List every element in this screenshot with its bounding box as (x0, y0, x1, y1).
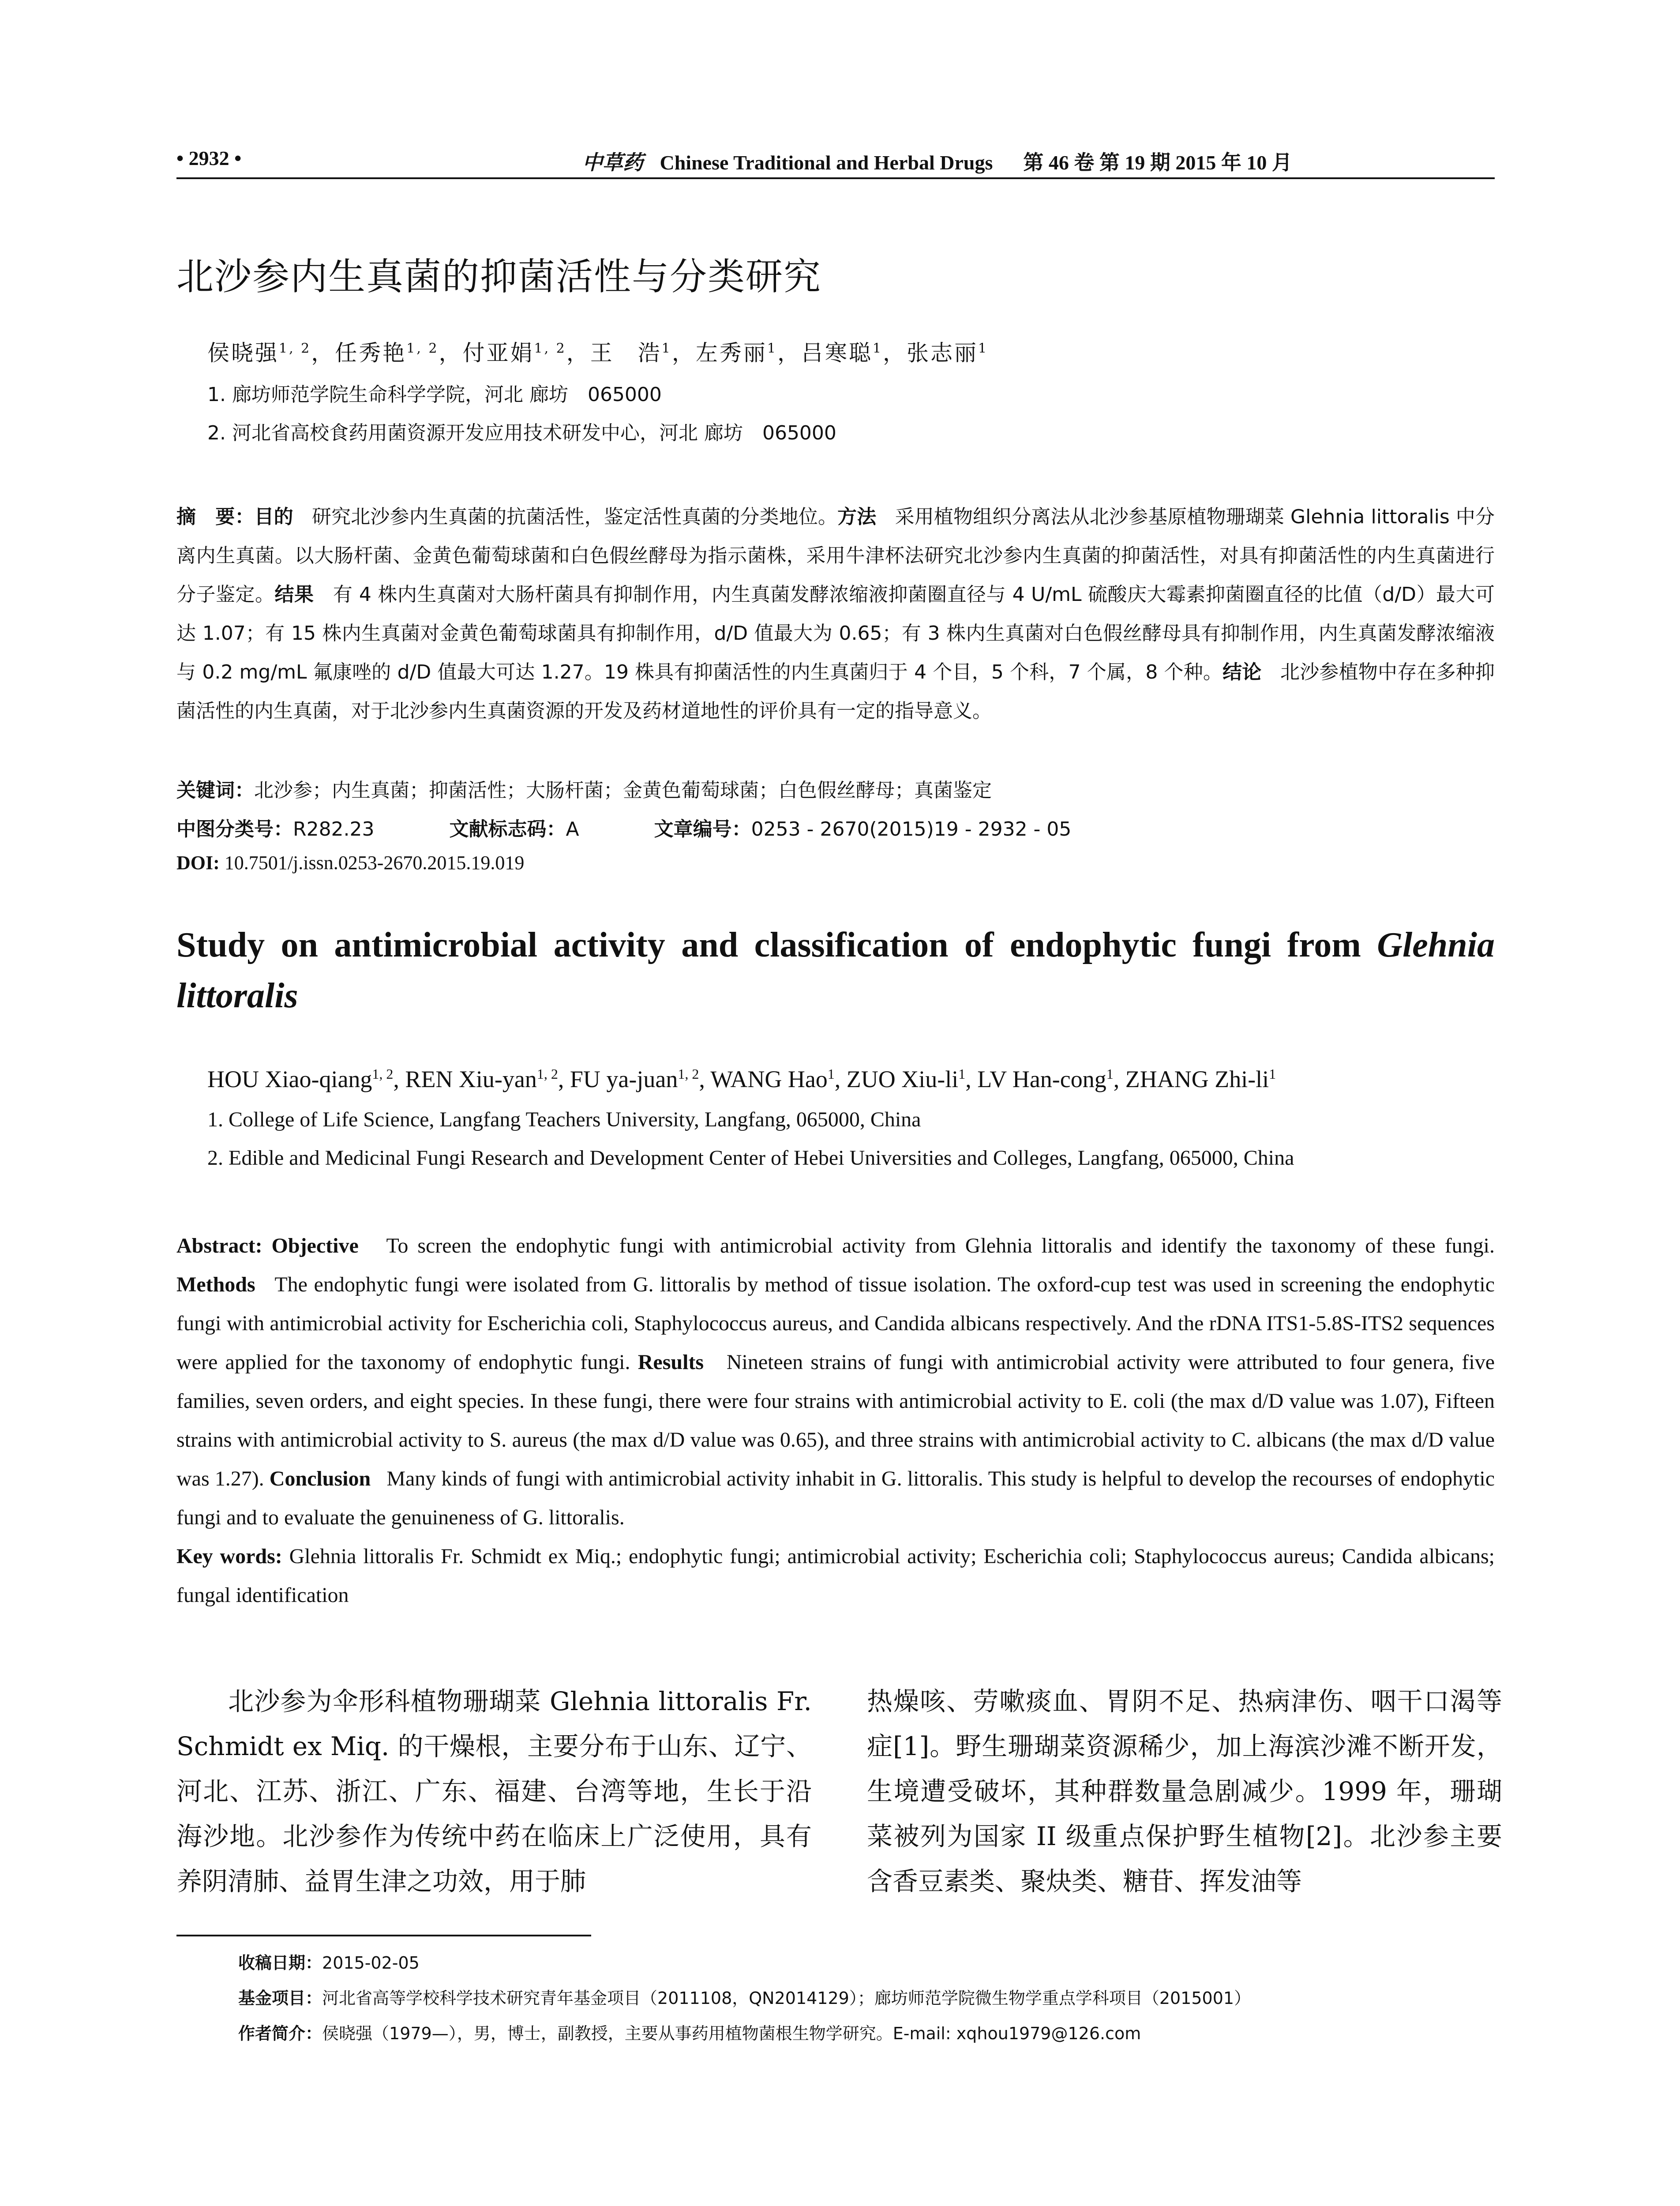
running-header (176, 140, 1495, 180)
footnote-received-label: 收稿日期： (238, 1953, 322, 1973)
en-methods-label: Methods (176, 1273, 255, 1296)
cn-keywords (176, 774, 992, 803)
en-affiliation-2: 2. Edible and Medicinal Fungi Research and Development Center of Hebei Universities and Colleges, Langfang, 065000, China (207, 1146, 1294, 1170)
footnote-author-label: 作者简介： (238, 2024, 322, 2043)
cn-keywords-label: 关键词： (176, 779, 254, 802)
en-keywords: Glehnia littoralis Fr. Schmidt ex Miq.; endophytic fungi; antimicrobial activity; Escherichia coli; Staphylococcus aureus; Candida albicans; fungal identification (176, 1545, 1495, 1607)
body-right-text: 热燥咳、劳嗽痰血、胃阴不足、热病津伤、咽干口渴等症[1]。野生珊瑚菜资源稀少，加上海滨沙滩不断开发，生境遭受破坏，其种群数量急剧减少。1999 年，珊瑚菜被列为国家 II 级重点保护野生植物[2]。北沙参主要含香豆素类、聚炔类、糖苷、挥发油等 (867, 1686, 1502, 1896)
en-keywords-label: Key words: (176, 1545, 282, 1568)
en-results-label: Results (638, 1351, 704, 1374)
en-objective-label: Objective (271, 1234, 359, 1257)
en-abstract (176, 1227, 1495, 1615)
journal-issue: 第 46 卷 第 19 期 2015 年 10 月 (1023, 151, 1292, 174)
cn-abstract-label: 摘 要： (176, 506, 255, 528)
footnote-funding-label: 基金项目： (238, 1988, 322, 2008)
en-title: Study on antimicrobial activity and classification of endophytic fungi from Glehnia littoralis (176, 926, 1495, 1015)
footnote-author (238, 2020, 1141, 2044)
cn-affiliation-2: 2. 河北省高校食药用菌资源开发应用技术研发中心，河北 廊坊 065000 (207, 422, 836, 444)
en-results: Nineteen strains of fungi with antimicrobial activity were attributed to four genera, five families, seven orders, and eight species. In these fungi, there were four strains with antimicrobial activity to E. coli (the max d/D value was 1.07), Fifteen strains with antimicrobial activity to S. aureus (the max d/D value was 0.65), and three strains with antimicrobial activity to C. albicans (the max d/D value was 1.27). (176, 1351, 1495, 1490)
en-affiliation-1: 1. College of Life Science, Langfang Teachers University, Langfang, 065000, China (207, 1108, 921, 1131)
footnote-funding-text: 河北省高等学校科学技术研究青年基金项目（2011108，QN2014129）；廊坊师范学院微生物学重点学科项目（2015001） (322, 1988, 1251, 2008)
journal-info (582, 146, 1292, 176)
doc-code-value: A (566, 818, 579, 840)
en-authors: HOU Xiao-qiang$^{1, 2}$, REN Xiu-yan$^{1, 2}$, FU ya-juan$^{1, 2}$, WANG Hao$^1$, ZUO Xiu-$li^1$, LV Han-cong$^1$, ZHANG Zhi-$li^1$ (207, 1066, 1276, 1092)
footnote-author-text: 侯晓强（1979—），男，博士，副教授，主要从事药用植物菌根生物学研究。E-mail: xqhou1979@126.com (322, 2024, 1141, 2043)
en-abstract-label: Abstract: (176, 1234, 262, 1257)
doc-code-label: 文献标志码： (449, 818, 566, 840)
page-number: • 2932 • (176, 147, 242, 169)
en-conclusion-label: Conclusion (269, 1467, 371, 1490)
cn-objective: 研究北沙参内生真菌的抗菌活性，鉴定活性真菌的分类地位。 (312, 506, 838, 528)
header-rule (176, 177, 1495, 179)
cn-keywords-text: 北沙参；内生真菌；抑菌活性；大肠杆菌；金黄色葡萄球菌；白色假丝酵母；真菌鉴定 (254, 779, 992, 802)
doi-line (176, 852, 524, 874)
footnote-funding (238, 1985, 1251, 2009)
cn-conclusion-label: 结论 (1222, 661, 1262, 683)
cn-results-label: 结果 (274, 583, 314, 606)
cn-abstract (176, 498, 1495, 731)
cn-objective-label: 目的 (254, 506, 293, 528)
body-left-text: 北沙参为伞形科植物珊瑚菜 Glehnia littoralis Fr. Schmidt ex Miq. 的干燥根，主要分布于山东、辽宁、河北、江苏、浙江、广东、福建、台湾等地，生长于沿海沙地。北沙参作为传统中药在临床上广泛使用，具有养阴清肺、益胃生津之功效，用于肺 (176, 1686, 812, 1896)
body-column-right (867, 1679, 1502, 1904)
en-objective: To screen the endophytic fungi with antimicrobial activity from Glehnia littoralis and identify the taxonomy of these fungi. (386, 1234, 1495, 1257)
cn-methods: 采用植物组织分离法从北沙参基原植物珊瑚菜 Glehnia littoralis 中分离内生真菌。以大肠杆菌、金黄色葡萄球菌和白色假丝酵母为指示菌株，采用牛津杯法研究北沙参内生真菌的抑菌活性，对具有抑菌活性的内生真菌进行分子鉴定。 (176, 506, 1495, 606)
article-no-label: 文章编号： (654, 818, 751, 840)
cn-title: 北沙参内生真菌的抑菌活性与分类研究 (176, 255, 822, 298)
cn-classification-line (176, 813, 1071, 841)
en-conclusion: Many kinds of fungi with antimicrobial activity inhabit in G. littoralis. This study is helpful to develop the recourses of endophytic fungi and to evaluate the genuineness of G. littoralis. (176, 1467, 1495, 1529)
article-no-value: 0253 - 2670(2015)19 - 2932 - 05 (751, 818, 1072, 840)
body-column-left (176, 1679, 812, 1904)
footnote-received-text: 2015-02-05 (322, 1953, 420, 1973)
cn-results: 有 4 株内生真菌对大肠杆菌具有抑制作用，内生真菌发酵浓缩液抑菌圈直径与 4 U/mL 硫酸庆大霉素抑菌圈直径的比值（d/D）最大可达 1.07；有 15 株内生真菌对金黄色葡萄球菌具有抑制作用，d/D 值最大为 0.65；有 3 株内生真菌对白色假丝酵母具有抑制作用，内生真菌发酵浓缩液与 0.2 mg/mL 氟康唑的 d/D 值最大可达 1.27。19 株具有抑菌活性的内生真菌归于 4 个目，5 个科，7 个属，8 个种。 (176, 583, 1495, 683)
doi-label: DOI: (176, 852, 220, 874)
cn-affiliation-1: 1. 廊坊师范学院生命科学学院，河北 廊坊 065000 (207, 383, 662, 406)
doi-value[interactable]: 10.7501/j.issn.0253-2670.2015.19.019 (224, 852, 525, 874)
journal-cn-name: 中草药 (582, 150, 643, 174)
cn-authors: 侯晓强$^{1, 2}$，任秀艳$^{1, 2}$，付亚娟$^{1, 2}$，王 浩$^1$，左秀丽$^1$，吕寒聪$^1$，张志丽$^1$ (207, 340, 989, 366)
journal-en-name: Chinese Traditional and Herbal Drugs (660, 151, 993, 174)
clc-value: R282.23 (293, 818, 375, 840)
cn-conclusion: 北沙参植物中存在多种抑菌活性的内生真菌，对于北沙参内生真菌资源的开发及药材道地性的评价具有一定的指导意义。 (176, 661, 1495, 722)
footnote-received (238, 1949, 420, 1973)
en-methods: The endophytic fungi were isolated from G. littoralis by method of tissue isolation. The oxford-cup test was used in screening the endophytic fungi with antimicrobial activity for Escherichia coli, Staphylococcus aureus, and Candida albicans respectively. And the rDNA ITS1-5.8S-ITS2 sequences were applied for the taxonomy of endophytic fungi. (176, 1273, 1495, 1374)
cn-methods-label: 方法 (837, 506, 877, 528)
footnote-rule (176, 1935, 591, 1936)
clc-label: 中图分类号： (176, 818, 293, 840)
